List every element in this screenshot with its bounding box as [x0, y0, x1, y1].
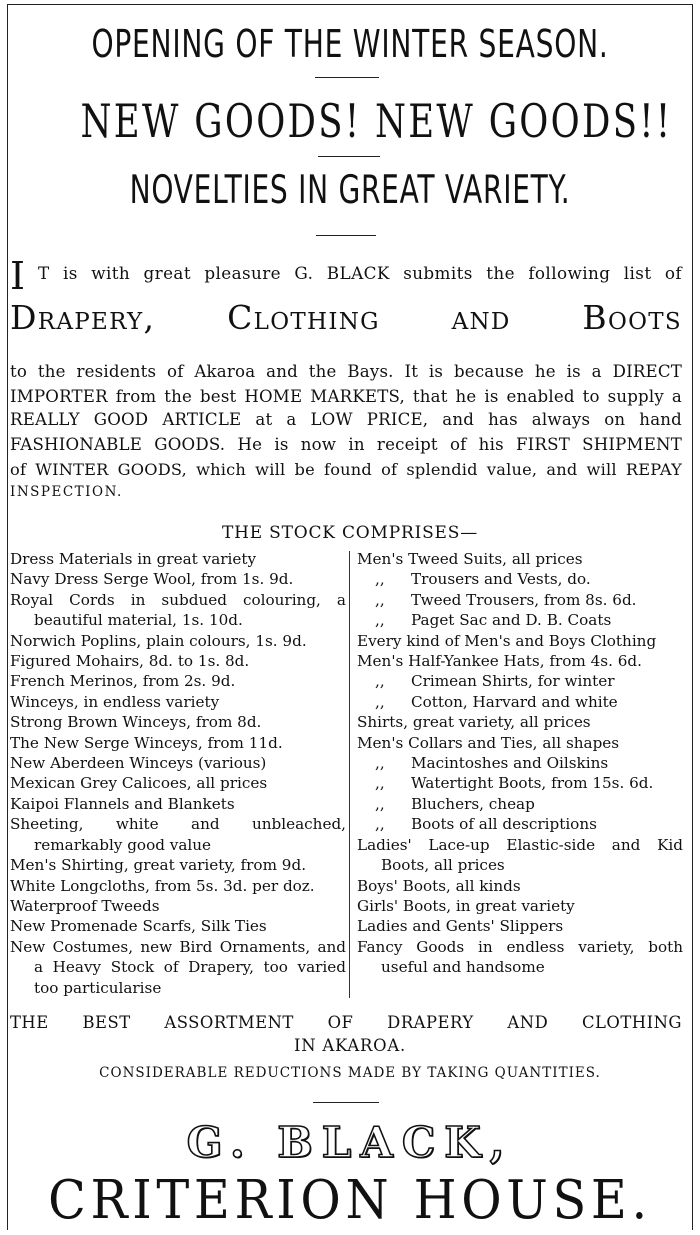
- stock-item-text: Men's Collars and Ties, all shapes: [357, 733, 620, 752]
- stock-item: [357, 733, 683, 753]
- stock-list-left: [10, 549, 346, 998]
- stock-item: [357, 876, 683, 896]
- stock-item: [357, 549, 683, 569]
- stock-item: Norwich Poplins, plain colours, 1s. 9d.: [10, 631, 307, 650]
- stock-item: Men's Shirting, great variety, from 9d.: [10, 856, 307, 875]
- stock-item: [357, 692, 683, 712]
- paragraph-text: of WINTER GOODS, which will be found of splendid value, and will REPAY: [10, 460, 682, 479]
- paragraph-line: REALLY GOOD ARTICLE at a LOW PRICE, and has always on hand: [10, 410, 682, 429]
- paragraph-line: IMPORTER from the best HOME MARKETS, that he is enabled to supply a: [10, 387, 682, 406]
- stock-item-text: Tweed Trousers, from 8s. 6d.: [411, 590, 637, 609]
- ditto-mark: ,,: [375, 590, 385, 609]
- stock-item: Dress Materials in great variety: [10, 550, 257, 568]
- stock-item: Figured Mohairs, 8d. to 1s. 8d.: [10, 652, 250, 671]
- stock-item-text: Men's Tweed Suits, all prices: [357, 550, 583, 568]
- ditto-mark: ,,: [375, 672, 385, 691]
- stock-item: Strong Brown Winceys, from 8d.: [10, 713, 262, 732]
- stock-item-text: Shirts, great variety, all prices: [357, 713, 591, 732]
- paragraph-line: to the residents of Akaroa and the Bays. It is because he is a DIRECT: [10, 362, 682, 381]
- stock-item: [357, 569, 683, 589]
- stock-item: [357, 671, 683, 691]
- merchant-signature: G. BLACK,: [186, 1118, 514, 1167]
- stock-item-text: Fancy Goods in endless variety, both useful and handsome: [357, 937, 683, 977]
- column-divider: [349, 551, 350, 998]
- drop-cap: I: [10, 254, 26, 298]
- stock-item: New Costumes, new Bird Ornaments, and a Heavy Stock of Drapery, too varied too particularise: [10, 937, 346, 997]
- stock-item: [357, 794, 683, 814]
- stock-header: THE STOCK COMPRISES—: [221, 523, 479, 543]
- stock-item: Kaipoi Flannels and Blankets: [10, 794, 235, 813]
- stock-list-right: [357, 549, 683, 978]
- stock-item: Waterproof Tweeds: [10, 896, 160, 915]
- stock-item: White Longcloths, from 5s. 3d. per doz.: [10, 876, 315, 895]
- stock-item-text: Every kind of Men's and Boys Clothing: [357, 631, 657, 650]
- stock-item: [357, 814, 683, 834]
- paragraph-line: [10, 460, 682, 479]
- ditto-mark: ,,: [375, 774, 385, 793]
- headline-opening: OPENING OF THE WINTER SEASON.: [91, 22, 609, 66]
- stock-item-text: Trousers and Vests, do.: [411, 570, 591, 589]
- stock-item-text: Cotton, Harvard and white: [411, 692, 618, 711]
- ditto-mark: ,,: [375, 794, 385, 813]
- stock-item: Navy Dress Serge Wool, from 1s. 9d.: [10, 570, 294, 589]
- stock-item: Royal Cords in subdued colouring, a beautiful material, 1s. 10d.: [10, 590, 346, 630]
- best-assortment-location: IN AKAROA.: [293, 1036, 407, 1055]
- stock-item-text: Paget Sac and D. B. Coats: [411, 611, 612, 630]
- stock-item: [357, 712, 683, 732]
- stock-item-text: Bluchers, cheap: [411, 794, 535, 813]
- paragraph-line: FASHIONABLE GOODS. He is now in receipt of his FIRST SHIPMENT: [10, 435, 682, 454]
- stock-item-text: Boys' Boots, all kinds: [357, 876, 521, 895]
- stock-item: [357, 631, 683, 651]
- stock-item: New Aberdeen Winceys (various): [10, 754, 267, 773]
- ditto-mark: ,,: [375, 754, 385, 773]
- intro-text: T is with great pleasure G. BLACK submits the following list of: [38, 263, 682, 283]
- stock-item: [357, 590, 683, 610]
- ditto-mark: ,,: [375, 570, 385, 589]
- stock-item-text: Boots of all descriptions: [411, 815, 597, 834]
- top-border: [8, 4, 692, 5]
- headline-novelties: NOVELTIES IN GREAT VARIETY.: [129, 168, 571, 213]
- stock-item-text: Ladies' Lace-up Elastic-side and Kid Boots, all prices: [357, 835, 683, 875]
- stock-item: Sheeting, white and unbleached, remarkably good value: [10, 815, 346, 854]
- divider-rule: [313, 1102, 379, 1103]
- stock-item-text: Watertight Boots, from 15s. 6d.: [411, 774, 654, 793]
- stock-item: [357, 753, 683, 773]
- stock-item-text: Ladies and Gents' Slippers: [357, 917, 564, 936]
- ditto-mark: ,,: [375, 692, 385, 711]
- stock-item: New Promenade Scarfs, Silk Ties: [10, 917, 267, 936]
- stock-item-text: Crimean Shirts, for winter: [411, 672, 615, 691]
- ditto-mark: ,,: [375, 611, 385, 630]
- stock-item: [357, 773, 683, 793]
- drapery-heading: Drapery, Clothing and Boots: [10, 298, 682, 337]
- stock-item-text: Men's Half-Yankee Hats, from 4s. 6d.: [357, 652, 642, 671]
- stock-item: Mexican Grey Calicoes, all prices: [10, 774, 268, 793]
- intro-line: [10, 262, 682, 284]
- stock-item: [357, 916, 683, 936]
- stock-item: French Merinos, from 2s. 9d.: [10, 672, 236, 691]
- headline-new-goods: NEW GOODS! NEW GOODS!!: [80, 94, 673, 148]
- stock-item: [357, 835, 683, 876]
- reductions-notice: CONSIDERABLE REDUCTIONS MADE BY TAKING QUANTITIES.: [99, 1065, 601, 1081]
- stock-item: The New Serge Winceys, from 11d.: [10, 733, 283, 752]
- stock-item: [357, 651, 683, 671]
- ditto-mark: ,,: [375, 815, 385, 834]
- stock-item: [357, 610, 683, 630]
- best-assortment-line: THE BEST ASSORTMENT OF DRAPERY AND CLOTHING: [10, 1013, 682, 1032]
- divider-rule: [318, 156, 380, 157]
- stock-item: [357, 937, 683, 978]
- paragraph-line: INSPECTION.: [10, 484, 123, 500]
- stock-item-text: Girls' Boots, in great variety: [357, 896, 575, 915]
- stock-item-text: Macintoshes and Oilskins: [411, 754, 609, 773]
- divider-rule: [315, 77, 379, 78]
- stock-item: [357, 896, 683, 916]
- divider-rule: [316, 235, 376, 236]
- store-name: CRITERION HOUSE.: [48, 1170, 652, 1231]
- stock-item: Winceys, in endless variety: [10, 692, 220, 711]
